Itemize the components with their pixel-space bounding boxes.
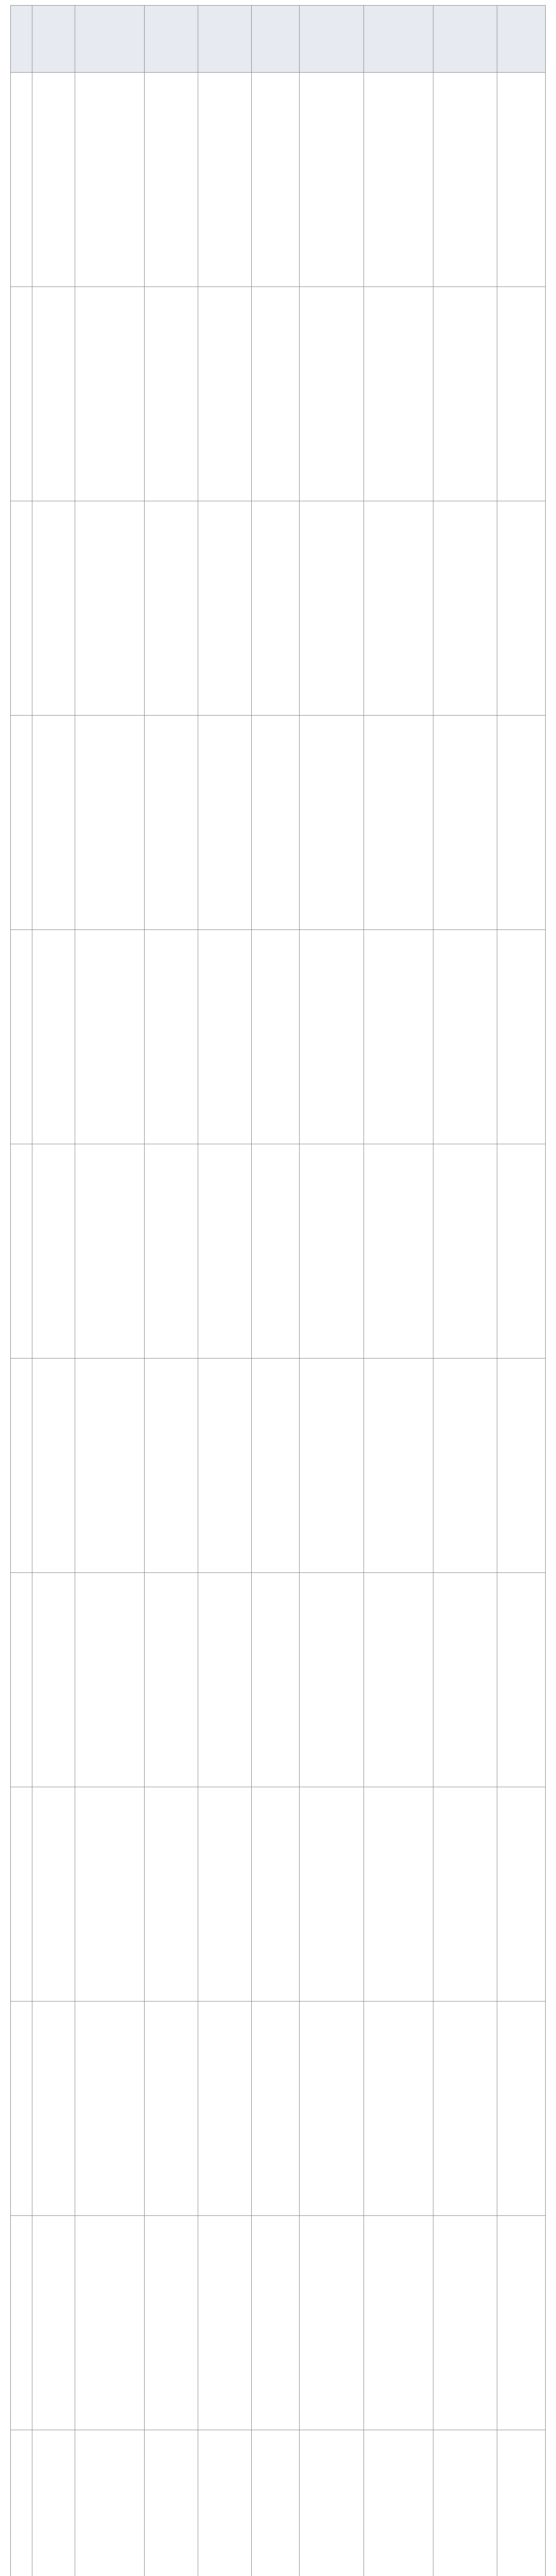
table-cell xyxy=(433,716,497,930)
cell-text xyxy=(433,820,497,826)
cell-text xyxy=(32,1677,75,1683)
table-cell xyxy=(497,716,546,930)
cell-text xyxy=(300,605,363,612)
header-cell xyxy=(198,6,251,73)
table-cell xyxy=(251,73,300,287)
table-cell xyxy=(11,1573,32,1787)
table-cell xyxy=(251,1359,300,1573)
table-cell xyxy=(433,2002,497,2216)
cell-text xyxy=(145,1891,198,1897)
cell-text xyxy=(300,1248,363,1255)
cell-text xyxy=(364,1034,433,1040)
table-cell xyxy=(32,1359,75,1573)
table-cell xyxy=(433,930,497,1144)
table-cell xyxy=(497,1359,546,1573)
table-cell xyxy=(300,1144,364,1359)
cell-text xyxy=(75,1463,144,1469)
cell-text xyxy=(32,1248,75,1255)
header-cell xyxy=(75,6,144,73)
cell-text xyxy=(497,2320,545,2326)
table-cell xyxy=(11,716,32,930)
table-cell xyxy=(144,716,198,930)
cell-text xyxy=(300,2320,363,2326)
table-cell xyxy=(497,1144,546,1359)
cell-text xyxy=(252,1677,300,1683)
table-header xyxy=(11,6,546,73)
table-cell xyxy=(11,1144,32,1359)
cell-text xyxy=(433,605,497,612)
cell-text xyxy=(252,1463,300,1469)
table-row xyxy=(11,930,546,1144)
table-body xyxy=(11,73,546,2576)
table-cell xyxy=(433,73,497,287)
table-cell xyxy=(32,287,75,501)
table-cell xyxy=(32,1573,75,1787)
header-cell xyxy=(144,6,198,73)
table-cell xyxy=(433,1144,497,1359)
table-cell xyxy=(363,716,433,930)
cell-text xyxy=(497,1677,545,1683)
table-cell xyxy=(144,930,198,1144)
table-cell xyxy=(300,501,364,716)
cell-text xyxy=(145,1034,198,1040)
header-cell xyxy=(251,6,300,73)
table-cell xyxy=(433,287,497,501)
cell-text xyxy=(75,1034,144,1040)
cell-text xyxy=(11,1034,32,1040)
cell-text xyxy=(145,820,198,826)
table-cell xyxy=(144,1359,198,1573)
cell-text xyxy=(32,177,75,183)
table-cell xyxy=(251,1573,300,1787)
table-cell xyxy=(75,287,144,501)
table-cell xyxy=(433,501,497,716)
table-cell xyxy=(251,1144,300,1359)
cell-text xyxy=(145,2534,198,2540)
cell-text xyxy=(145,2320,198,2326)
cell-text xyxy=(11,2106,32,2112)
cell-text xyxy=(252,391,300,397)
table-cell xyxy=(75,2002,144,2216)
table-cell xyxy=(32,2002,75,2216)
cell-text xyxy=(497,605,545,612)
cell-text xyxy=(252,2534,300,2540)
cell-text xyxy=(198,2534,251,2540)
cell-text xyxy=(252,1891,300,1897)
cell-text xyxy=(32,820,75,826)
table-cell xyxy=(363,2430,433,2576)
table-cell xyxy=(144,2216,198,2430)
table-cell xyxy=(32,73,75,287)
cell-text xyxy=(145,391,198,397)
table-cell xyxy=(198,930,251,1144)
table-cell xyxy=(251,1787,300,2002)
table-cell xyxy=(363,2216,433,2430)
header-row xyxy=(11,6,546,73)
cell-text xyxy=(300,1463,363,1469)
table-cell xyxy=(32,2216,75,2430)
table-cell xyxy=(497,2216,546,2430)
table-cell xyxy=(11,73,32,287)
cell-text xyxy=(32,1891,75,1897)
table-cell xyxy=(497,1573,546,1787)
document-page xyxy=(10,5,546,2576)
cell-text xyxy=(364,2106,433,2112)
cell-text xyxy=(497,1034,545,1040)
cell-text xyxy=(300,1891,363,1897)
cell-text xyxy=(198,2320,251,2326)
cell-text xyxy=(11,391,32,397)
table-cell xyxy=(363,501,433,716)
table-cell xyxy=(11,2430,32,2576)
cell-text xyxy=(252,2320,300,2326)
table-cell xyxy=(497,287,546,501)
cell-text xyxy=(198,2106,251,2112)
cell-text xyxy=(433,2106,497,2112)
table-cell xyxy=(433,1573,497,1787)
table-cell xyxy=(251,2430,300,2576)
table-cell xyxy=(11,2216,32,2430)
table-cell xyxy=(363,287,433,501)
cell-text xyxy=(433,391,497,397)
cell-text xyxy=(11,1677,32,1683)
table-cell xyxy=(144,73,198,287)
table-cell xyxy=(300,73,364,287)
table-cell xyxy=(251,2002,300,2216)
table-cell xyxy=(433,1787,497,2002)
header-cell xyxy=(32,6,75,73)
header-cell xyxy=(300,6,364,73)
cell-text xyxy=(364,1463,433,1469)
table-cell xyxy=(144,2430,198,2576)
table-cell xyxy=(300,1359,364,1573)
table-row xyxy=(11,2216,546,2430)
cell-text xyxy=(433,1034,497,1040)
table-cell xyxy=(198,1573,251,1787)
cell-text xyxy=(252,2106,300,2112)
cell-text xyxy=(497,391,545,397)
hotel-listing-table xyxy=(10,5,546,2576)
table-cell xyxy=(198,501,251,716)
cell-text xyxy=(198,605,251,612)
table-cell xyxy=(300,716,364,930)
cell-text xyxy=(300,391,363,397)
table-cell xyxy=(11,1359,32,1573)
cell-text xyxy=(11,2534,32,2540)
table-row xyxy=(11,716,546,930)
cell-text xyxy=(198,1463,251,1469)
cell-text xyxy=(300,2106,363,2112)
cell-text xyxy=(198,820,251,826)
table-cell xyxy=(75,2216,144,2430)
table-cell xyxy=(363,1144,433,1359)
table-cell xyxy=(198,1144,251,1359)
header-cell xyxy=(11,6,32,73)
header-cell xyxy=(497,6,546,73)
table-cell xyxy=(32,2430,75,2576)
table-cell xyxy=(144,1573,198,1787)
table-cell xyxy=(497,1787,546,2002)
table-cell xyxy=(363,2002,433,2216)
cell-text xyxy=(252,1034,300,1040)
table-cell xyxy=(198,73,251,287)
cell-text xyxy=(32,1034,75,1040)
cell-text xyxy=(145,1248,198,1255)
cell-text xyxy=(75,1248,144,1255)
table-cell xyxy=(144,1787,198,2002)
cell-text xyxy=(145,177,198,183)
cell-text xyxy=(11,1463,32,1469)
table-cell xyxy=(198,287,251,501)
table-cell xyxy=(251,501,300,716)
cell-text xyxy=(433,2320,497,2326)
table-cell xyxy=(300,2216,364,2430)
table-cell xyxy=(144,2002,198,2216)
table-row xyxy=(11,287,546,501)
table-cell xyxy=(433,2430,497,2576)
cell-text xyxy=(252,605,300,612)
table-cell xyxy=(363,930,433,1144)
cell-text xyxy=(75,820,144,826)
cell-text xyxy=(32,2320,75,2326)
table-cell xyxy=(251,2216,300,2430)
table-row xyxy=(11,1359,546,1573)
table-cell xyxy=(75,1144,144,1359)
table-cell xyxy=(198,2002,251,2216)
cell-text xyxy=(11,177,32,183)
cell-text xyxy=(364,391,433,397)
table-cell xyxy=(497,73,546,287)
table-cell xyxy=(300,1573,364,1787)
cell-text xyxy=(497,177,545,183)
table-cell xyxy=(300,2002,364,2216)
cell-text xyxy=(497,1891,545,1897)
table-cell xyxy=(300,1787,364,2002)
table-cell xyxy=(300,2430,364,2576)
table-cell xyxy=(363,1573,433,1787)
cell-text xyxy=(32,605,75,612)
table-row xyxy=(11,1787,546,2002)
table-cell xyxy=(363,1359,433,1573)
table-cell xyxy=(497,501,546,716)
table-cell xyxy=(11,287,32,501)
table-cell xyxy=(198,2216,251,2430)
table-cell xyxy=(497,2002,546,2216)
cell-text xyxy=(11,1248,32,1255)
table-cell xyxy=(32,716,75,930)
cell-text xyxy=(11,1891,32,1897)
table-cell xyxy=(32,1144,75,1359)
cell-text xyxy=(497,820,545,826)
cell-text xyxy=(300,177,363,183)
cell-text xyxy=(364,177,433,183)
cell-text xyxy=(300,1677,363,1683)
cell-text xyxy=(252,177,300,183)
cell-text xyxy=(75,1677,144,1683)
cell-text xyxy=(433,1248,497,1255)
table-cell xyxy=(198,1359,251,1573)
cell-text xyxy=(497,2106,545,2112)
cell-text xyxy=(497,1463,545,1469)
cell-text xyxy=(497,2534,545,2540)
cell-text xyxy=(433,177,497,183)
cell-text xyxy=(300,1034,363,1040)
cell-text xyxy=(433,2534,497,2540)
table-cell xyxy=(75,501,144,716)
cell-text xyxy=(252,820,300,826)
header-cell xyxy=(433,6,497,73)
table-cell xyxy=(198,2430,251,2576)
cell-text xyxy=(497,1248,545,1255)
table-cell xyxy=(433,1359,497,1573)
table-row xyxy=(11,2002,546,2216)
header-cell xyxy=(363,6,433,73)
table-cell xyxy=(300,930,364,1144)
table-cell xyxy=(75,1573,144,1787)
table-row xyxy=(11,1573,546,1787)
table-row xyxy=(11,1144,546,1359)
cell-text xyxy=(300,820,363,826)
table-cell xyxy=(363,1787,433,2002)
cell-text xyxy=(198,391,251,397)
cell-text xyxy=(364,2534,433,2540)
cell-text xyxy=(198,1677,251,1683)
cell-text xyxy=(145,1677,198,1683)
table-cell xyxy=(75,1359,144,1573)
cell-text xyxy=(75,2534,144,2540)
table-cell xyxy=(144,1144,198,1359)
cell-text xyxy=(364,2320,433,2326)
cell-text xyxy=(252,1248,300,1255)
table-cell xyxy=(32,930,75,1144)
cell-text xyxy=(75,1891,144,1897)
table-cell xyxy=(11,501,32,716)
table-cell xyxy=(497,930,546,1144)
table-cell xyxy=(198,1787,251,2002)
cell-text xyxy=(364,1891,433,1897)
table-cell xyxy=(11,1787,32,2002)
cell-text xyxy=(11,820,32,826)
cell-text xyxy=(32,391,75,397)
table-row xyxy=(11,501,546,716)
table-cell xyxy=(11,2002,32,2216)
cell-text xyxy=(364,1248,433,1255)
table-cell xyxy=(251,287,300,501)
cell-text xyxy=(75,177,144,183)
cell-text xyxy=(145,2106,198,2112)
cell-text xyxy=(198,1248,251,1255)
table-cell xyxy=(433,2216,497,2430)
table-cell xyxy=(198,716,251,930)
cell-text xyxy=(364,820,433,826)
cell-text xyxy=(32,2534,75,2540)
cell-text xyxy=(32,1463,75,1469)
table-cell xyxy=(75,73,144,287)
table-cell xyxy=(75,2430,144,2576)
table-cell xyxy=(251,716,300,930)
table-cell xyxy=(363,73,433,287)
table-row xyxy=(11,73,546,287)
cell-text xyxy=(300,2534,363,2540)
table-cell xyxy=(11,930,32,1144)
cell-text xyxy=(198,177,251,183)
cell-text xyxy=(198,1891,251,1897)
table-cell xyxy=(75,716,144,930)
table-cell xyxy=(144,501,198,716)
cell-text xyxy=(75,2106,144,2112)
cell-text xyxy=(32,2106,75,2112)
table-cell xyxy=(32,501,75,716)
cell-text xyxy=(145,605,198,612)
cell-text xyxy=(145,1463,198,1469)
cell-text xyxy=(364,605,433,612)
cell-text xyxy=(198,1034,251,1040)
cell-text xyxy=(433,1891,497,1897)
table-cell xyxy=(497,2430,546,2576)
table-cell xyxy=(144,287,198,501)
cell-text xyxy=(75,2320,144,2326)
cell-text xyxy=(11,2320,32,2326)
cell-text xyxy=(11,605,32,612)
table-cell xyxy=(251,930,300,1144)
cell-text xyxy=(75,391,144,397)
table-row xyxy=(11,2430,546,2576)
table-cell xyxy=(75,1787,144,2002)
table-cell xyxy=(75,930,144,1144)
cell-text xyxy=(364,1677,433,1683)
cell-text xyxy=(75,605,144,612)
table-cell xyxy=(32,1787,75,2002)
table-cell xyxy=(300,287,364,501)
cell-text xyxy=(433,1677,497,1683)
cell-text xyxy=(433,1463,497,1469)
